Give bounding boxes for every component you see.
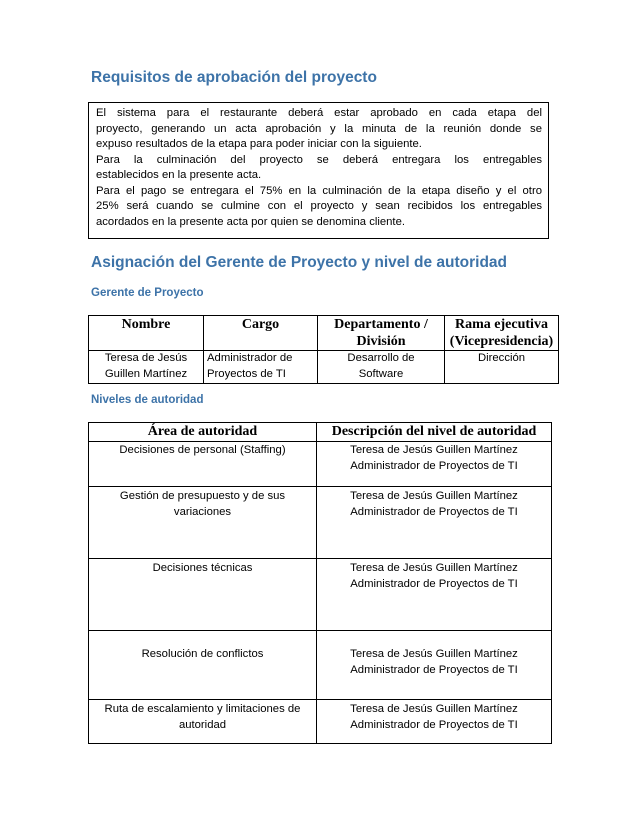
table-row xyxy=(89,700,552,744)
desc-role: Administrador de Proyectos de TI xyxy=(350,577,518,590)
approval-line: acordados en la presente acta por quien se denomina cliente. xyxy=(96,215,405,228)
cell-cargo: Administrador de Proyectos de TI xyxy=(204,351,318,384)
cell-area: Gestión de presupuesto y de sus variaciones xyxy=(89,487,317,559)
desc-name: Teresa de Jesús Guillen Martínez xyxy=(350,444,518,456)
approval-requirements-box xyxy=(88,102,549,239)
header-descripcion: Descripción del nivel de autoridad xyxy=(317,423,552,442)
cell-descripcion xyxy=(317,442,552,487)
section-title-manager: Asignación del Gerente de Proyecto y nivel de autoridad xyxy=(91,254,508,271)
cell-descripcion xyxy=(317,700,552,744)
desc-role: Administrador de Proyectos de TI xyxy=(350,663,518,676)
table-row xyxy=(89,351,559,384)
approval-line: Para el pago se entregara el 75% en la culminación de la etapa diseño y el otro xyxy=(96,184,542,197)
approval-line: Para la culminación del proyecto se deberá entregara los entregables xyxy=(96,153,542,166)
cell-descripcion xyxy=(317,631,552,700)
approval-line: proyecto, generando un acta aprobación y la minuta de la reunión donde se xyxy=(96,122,542,135)
cell-area: Resolución de conflictos xyxy=(89,631,317,700)
desc-role: Administrador de Proyectos de TI xyxy=(350,459,518,472)
header-cargo: Cargo xyxy=(204,316,318,351)
section-title-approval: Requisitos de aprobación del proyecto xyxy=(91,69,377,86)
header-area: Área de autoridad xyxy=(89,423,317,442)
cell-rama: Dirección xyxy=(445,351,559,384)
cell-descripcion xyxy=(317,487,552,559)
cell-descripcion xyxy=(317,559,552,631)
authority-levels-table xyxy=(88,422,552,744)
approval-line: establecidos en la presente acta. xyxy=(96,169,262,181)
table-row xyxy=(89,631,552,700)
desc-role: Administrador de Proyectos de TI xyxy=(350,718,518,731)
desc-role: Administrador de Proyectos de TI xyxy=(350,505,518,518)
desc-name: Teresa de Jesús Guillen Martínez xyxy=(350,490,518,502)
header-rama: Rama ejecutiva (Vicepresidencia) xyxy=(445,316,559,351)
cell-area: Decisiones de personal (Staffing) xyxy=(89,442,317,487)
approval-line: 25% será cuando se culmine con el proyecto y sean recibidos los entregables xyxy=(96,200,542,212)
cell-departamento: Desarrollo de Software xyxy=(318,351,445,384)
desc-name: Teresa de Jesús Guillen Martínez xyxy=(350,562,518,574)
table-row xyxy=(89,487,552,559)
desc-name: Teresa de Jesús Guillen Martínez xyxy=(350,703,518,715)
manager-subtitle: Gerente de Proyecto xyxy=(91,287,204,299)
table-row xyxy=(89,559,552,631)
table-row xyxy=(89,442,552,487)
manager-table xyxy=(88,315,559,384)
desc-name: Teresa de Jesús Guillen Martínez xyxy=(350,648,518,660)
cell-area: Ruta de escalamiento y limitaciones de autoridad xyxy=(89,700,317,744)
manager-table-header xyxy=(89,316,559,351)
approval-paragraph xyxy=(96,106,542,230)
approval-line: expuso resultados de la etapa para poder iniciar con la siguiente. xyxy=(96,138,422,150)
levels-table-header xyxy=(89,423,552,442)
header-departamento: Departamento / División xyxy=(318,316,445,351)
levels-subtitle: Niveles de autoridad xyxy=(91,394,204,406)
approval-line: El sistema para el restaurante deberá estar aprobado en cada etapa del xyxy=(96,107,542,119)
cell-nombre: Teresa de Jesús Guillen Martínez xyxy=(89,351,204,384)
header-nombre: Nombre xyxy=(89,316,204,351)
cell-area: Decisiones técnicas xyxy=(89,559,317,631)
